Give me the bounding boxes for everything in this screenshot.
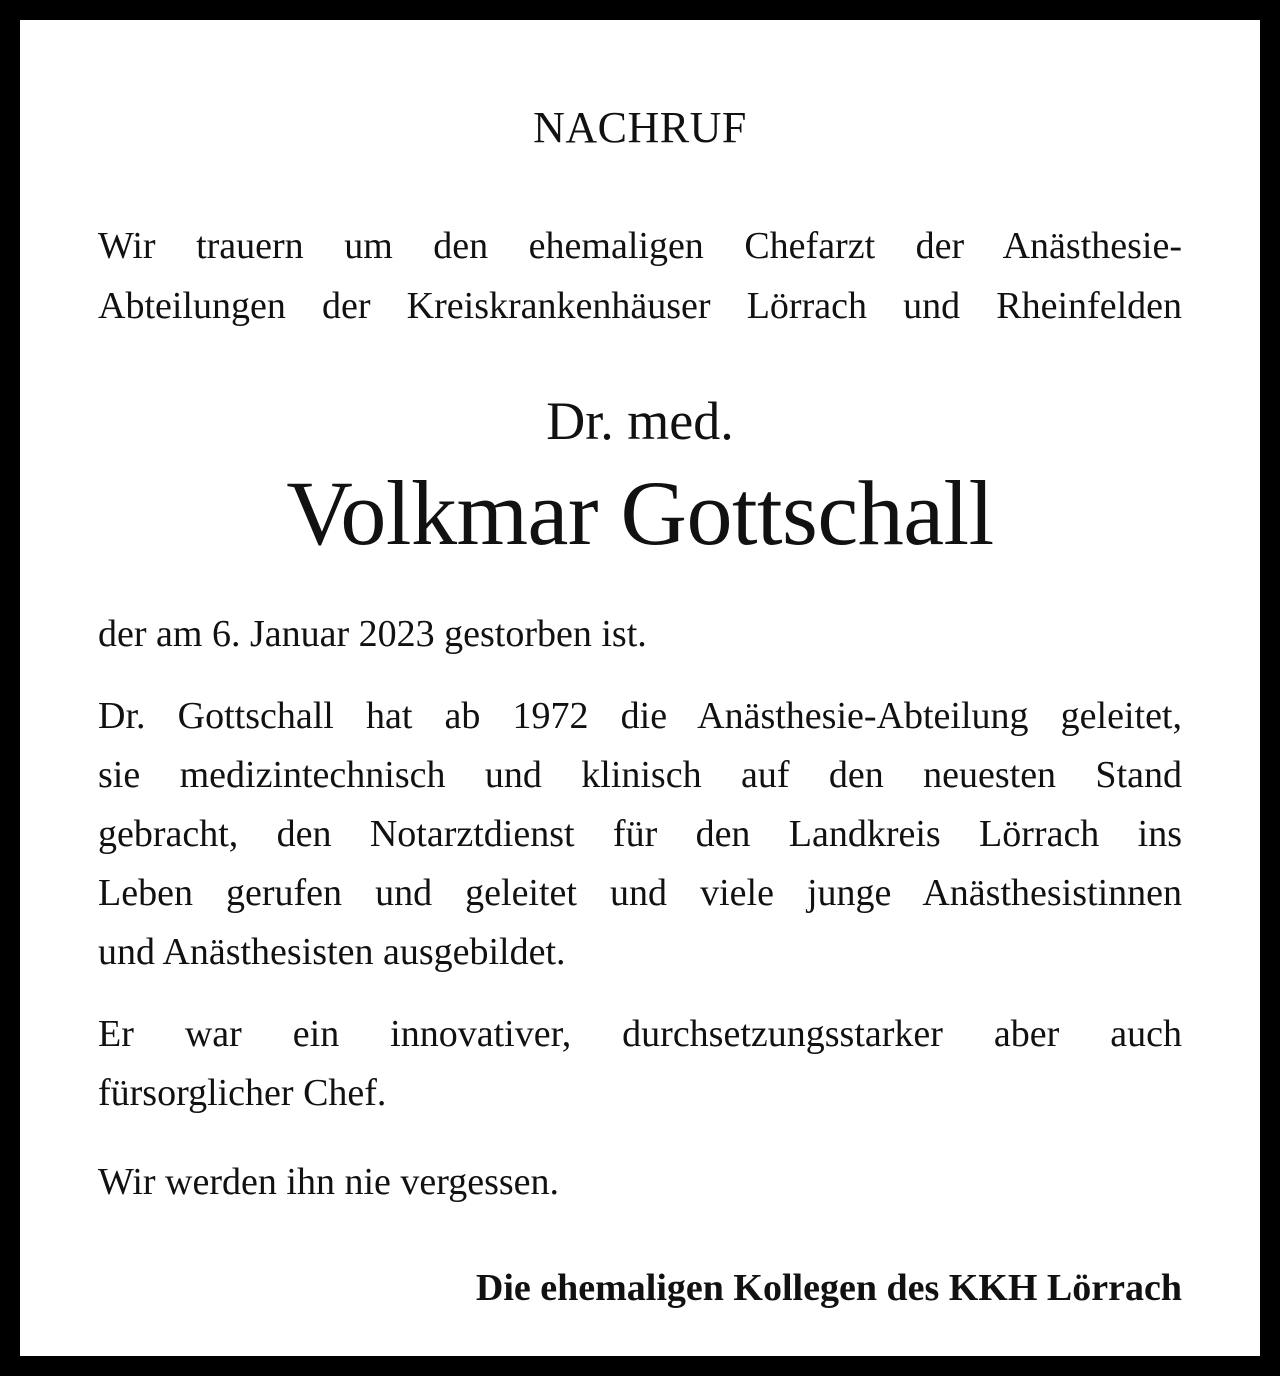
deceased-name: Volkmar Gottschall xyxy=(286,462,994,564)
intro-line: Wir trauern um den ehemaligen Chefarzt der Anästhesie- xyxy=(98,225,1182,267)
career-line: und Anästhesisten ausgebildet. xyxy=(98,931,566,973)
closing-line xyxy=(98,1153,1182,1212)
closing-text: Wir werden ihn nie vergessen. xyxy=(98,1161,560,1203)
career-line: sie medizintechnisch und klinisch auf den neuesten Stand xyxy=(98,754,1182,796)
death-date-line xyxy=(98,605,1182,664)
headline: NACHRUF xyxy=(533,103,747,152)
intro-paragraph xyxy=(98,216,1182,336)
career-paragraph xyxy=(98,687,1182,982)
death-date-text: der am 6. Januar 2023 gestorben ist. xyxy=(98,613,647,655)
intro-line: Abteilungen der Kreiskrankenhäuser Lörrach und Rheinfelden xyxy=(98,285,1182,327)
character-line: Er war ein innovativer, durchsetzungsstarker aber auch xyxy=(98,1013,1182,1055)
career-line: Leben gerufen und geleitet und viele junge Anästhesistinnen xyxy=(98,872,1182,914)
academic-title: Dr. med. xyxy=(546,391,734,451)
career-line: Dr. Gottschall hat ab 1972 die Anästhesie-Abteilung geleitet, xyxy=(98,695,1182,737)
career-line: gebracht, den Notarztdienst für den Landkreis Lörrach ins xyxy=(98,813,1182,855)
character-paragraph xyxy=(98,1005,1182,1123)
signature: Die ehemaligen Kollegen des KKH Lörrach xyxy=(475,1267,1182,1309)
character-line: fürsorglicher Chef. xyxy=(98,1072,387,1114)
obituary-content xyxy=(98,20,1182,1356)
